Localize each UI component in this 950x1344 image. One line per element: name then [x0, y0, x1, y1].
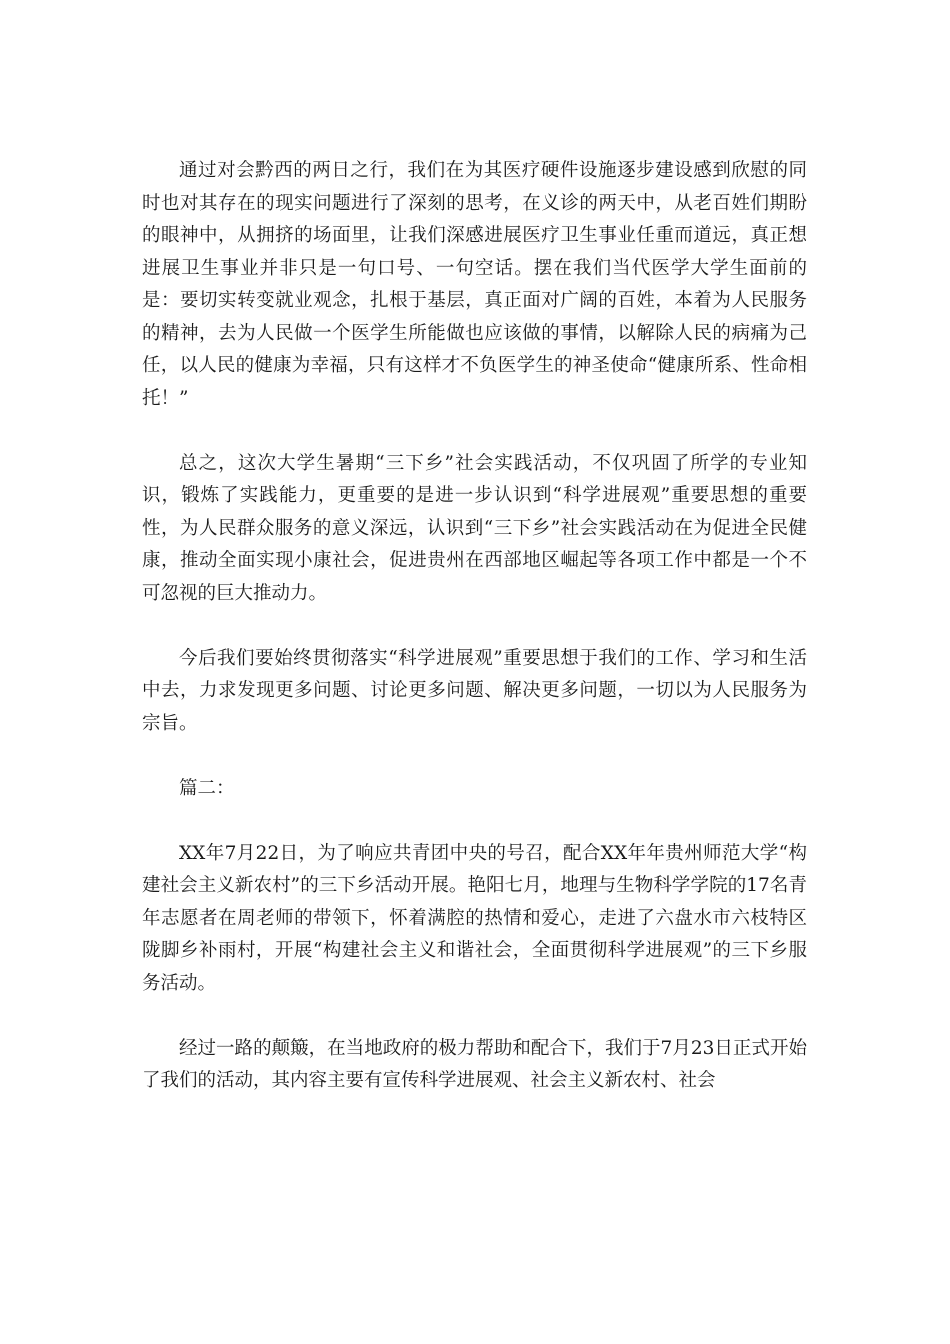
section-heading-part-two: 篇二： — [179, 777, 235, 799]
paragraph-activity-start: 经过一路的颠簸，在当地政府的极力帮助和配合下，我们于7月23日正式开始了我们的活动，其内容主要有宣传科学进展观、社会主义新农村、社会 — [142, 1037, 807, 1091]
paragraph-summary: 总之，这次大学生暑期“三下乡”社会实践活动，不仅巩固了所学的专业知识，锻炼了实践能力，更重要的是进一步认识到“科学进展观”重要思想的重要性，为人民群众服务的意义深远，认识到“三下乡”社会实践活动在为促进全民健康，推动全面实现小康社会，促进贵州在西部地区崛起等各项工作中都是一个不可忽视的巨大推动力。 — [142, 452, 807, 604]
paragraph-future: 今后我们要始终贯彻落实“科学进展观”重要思想于我们的工作、学习和生活中去，力求发现更多问题、讨论更多问题、解决更多问题，一切以为人民服务为宗旨。 — [142, 647, 807, 734]
paragraph-reflection: 通过对会黔西的两日之行，我们在为其医疗硬件设施逐步建设感到欣慰的同时也对其存在的现实问题进行了深刻的思考，在义诊的两天中，从老百姓们期盼的眼神中，从拥挤的场面里，让我们深感进展医疗卫生事业任重而道远，真正想进展卫生事业并非只是一句口号、一句空话。摆在我们当代医学大学生面前的是：要切实转变就业观念，扎根于基层，真正面对广阔的百姓，本着为人民服务的精神，去为人民做一个医学生所能做也应该做的事情，以解除人民的病痛为己任，以人民的健康为幸福，只有这样才不负医学生的神圣使命“健康所系、性命相托！” — [142, 160, 807, 409]
document-body — [142, 155, 807, 1130]
paragraph-activity-intro: XX年7月22日，为了响应共青团中央的号召，配合XX年年贵州师范大学“构建社会主义新农村”的三下乡活动开展。艳阳七月，地理与生物科学学院的17名青年志愿者在周老师的带领下，怀着满腔的热情和爱心，走进了六盘水市六枝特区陇脚乡补雨村，开展“构建社会主义和谐社会，全面贯彻科学进展观”的三下乡服务活动。 — [142, 842, 807, 994]
